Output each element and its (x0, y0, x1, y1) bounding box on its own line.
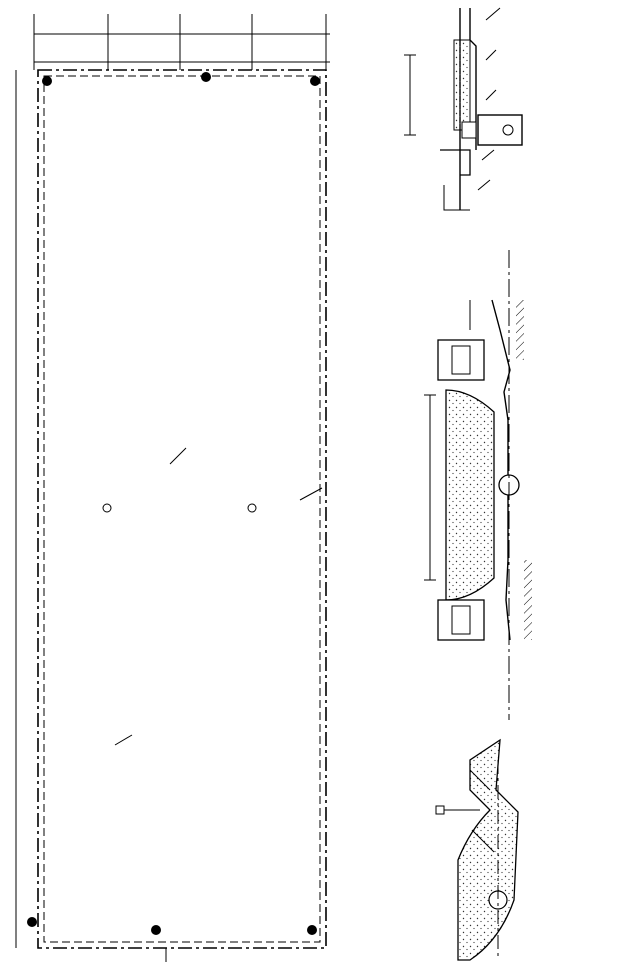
field-plan (27, 70, 326, 948)
junction-circle (103, 504, 111, 512)
hydrant-dot (201, 72, 211, 82)
hydrant-dot (151, 925, 161, 935)
width-dimensions (34, 14, 330, 70)
callouts (115, 448, 322, 962)
inner-boundary (44, 76, 320, 942)
hydrant-dot (42, 76, 52, 86)
hydrant-dot (27, 917, 37, 927)
section-b (424, 250, 528, 720)
junction-circle (248, 504, 256, 512)
hydrant-dot (310, 76, 320, 86)
section-a (436, 740, 518, 960)
hydrant-dot (307, 925, 317, 935)
section-v (404, 8, 522, 210)
field-boundary (38, 70, 326, 948)
